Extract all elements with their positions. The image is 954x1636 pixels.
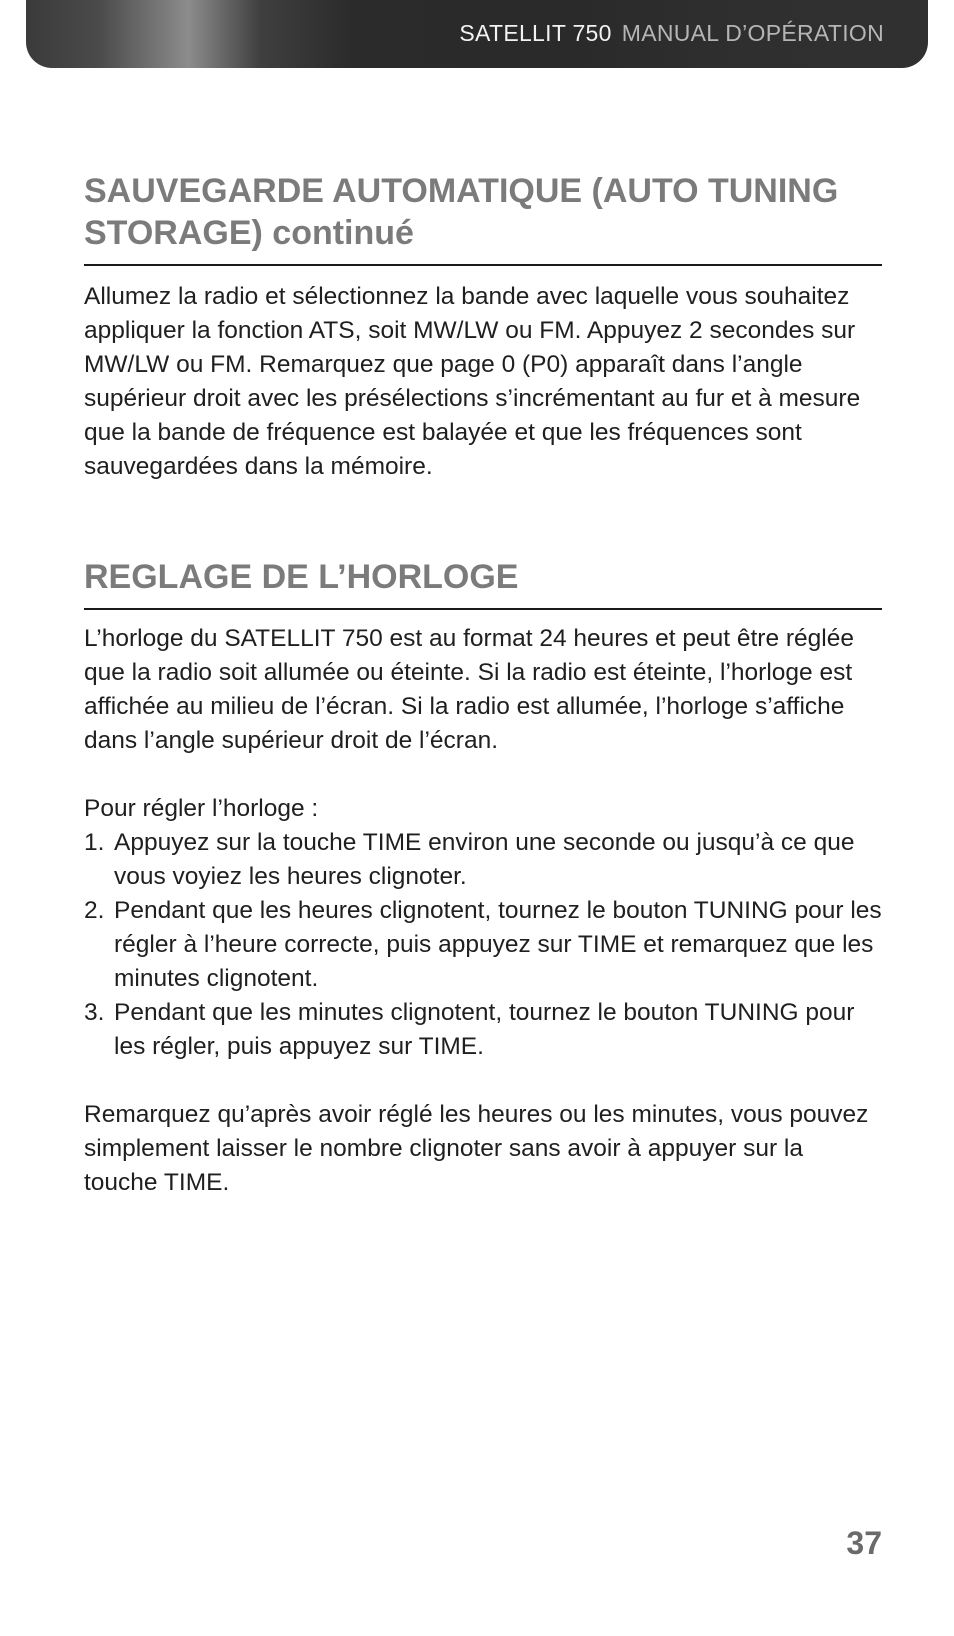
clock-note: Remarquez qu’après avoir réglé les heures ou les minutes, vous pouvez simplement laisser le nombre clignoter sans avoir à appuyer sur la touche TIME. xyxy=(84,1101,869,1196)
step-item xyxy=(84,894,882,996)
header-manual-name: MANUAL D’OPÉRATION xyxy=(621,20,884,46)
section-clock-setting xyxy=(84,556,882,1200)
step-text: Pendant que les heures clignotent, tournez le bouton TUNING pour les régler à l’heure correcte, puis appuyez sur TIME et remarquez que les minutes clignotent. xyxy=(114,897,882,992)
step-number: 3. xyxy=(84,999,105,1026)
steps-list xyxy=(84,826,882,1064)
step-text: Pendant que les minutes clignotent, tournez le bouton TUNING pour les régler, puis appuyez sur TIME. xyxy=(114,999,855,1060)
step-number: 1. xyxy=(84,829,105,856)
section-intro-clock: L’horloge du SATELLIT 750 est au format 24 heures et peut être réglée que la radio soit allumée ou éteinte. Si la radio est éteinte, l’horloge est affichée au milieu de l’écran. Si la radio est allumée, l’horloge s’affiche dans l’angle supérieur droit de l’écran. xyxy=(84,625,854,754)
section-body-auto-tuning: Allumez la radio et sélectionnez la bande avec laquelle vous souhaitez appliquer la fonction ATS, soit MW/LW ou FM. Appuyez 2 secondes sur MW/LW ou FM. Remarquez que page 0 (P0) apparaît dans l’angle supérieur droit avec les présélections s’incrémentant au fur et à mesure que la bande de fréquence est balayée et que les fréquences sont sauvegardées dans la mémoire. xyxy=(84,283,861,480)
header-product-name: SATELLIT 750 xyxy=(459,20,612,46)
section-title-auto-tuning: SAUVEGARDE AUTOMATIQUE (AUTO TUNING STORAGE) continué xyxy=(84,170,882,266)
step-item xyxy=(84,826,882,894)
step-text: Appuyez sur la touche TIME environ une seconde ou jusqu’à ce que vous voyiez les heures clignoter. xyxy=(114,829,855,890)
steps-lead: Pour régler l’horloge : xyxy=(84,795,319,822)
step-number: 2. xyxy=(84,897,105,924)
page-number: 37 xyxy=(846,1525,882,1561)
section-title-clock: REGLAGE DE L’HORLOGE xyxy=(84,556,882,610)
page-header-bar xyxy=(26,0,928,68)
step-item xyxy=(84,996,882,1064)
section-auto-tuning-storage xyxy=(84,170,882,484)
header-title xyxy=(459,20,884,47)
